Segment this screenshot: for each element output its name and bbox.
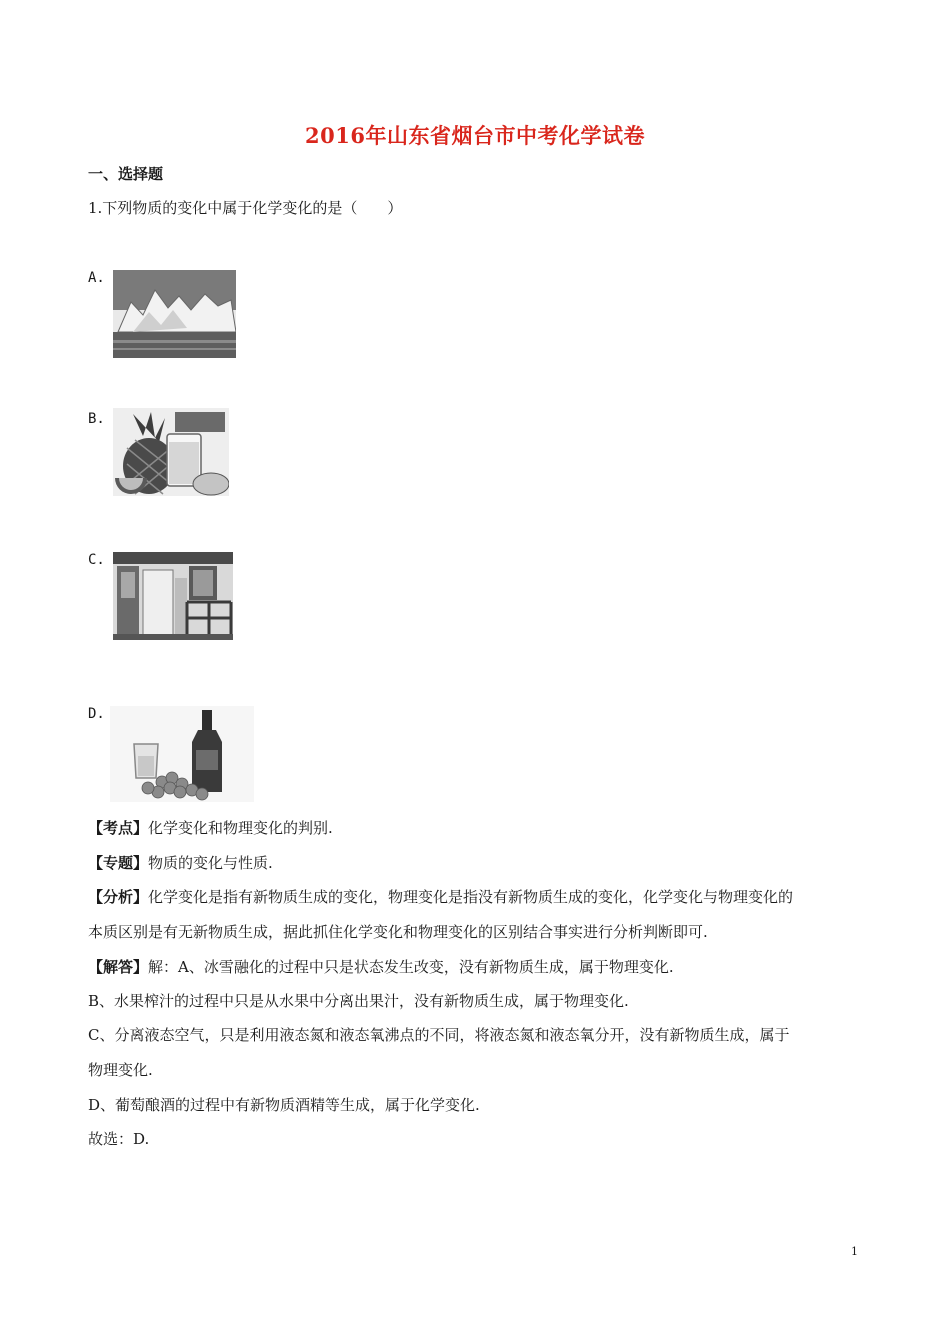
fenxi-text-1: 化学变化是指有新物质生成的变化，物理变化是指没有新物质生成的变化，化学变化与物理变化的 [148,888,794,906]
jieda-line-5: D、葡萄酿酒的过程中有新物质酒精等生成，属于化学变化. [88,1096,480,1114]
option-a-image-icebergs [113,270,236,358]
jieda-line-4: 物理变化. [88,1061,153,1079]
kaodian-tag: 【考点】 [88,819,149,837]
zhuanti-text: 物质的变化与性质. [148,854,273,872]
option-d-label: D. [88,706,105,722]
option-c-label: C. [88,552,105,568]
option-a-label: A. [88,270,105,286]
jieda-text-1: 解：A、冰雪融化的过程中只是状态发生改变，没有新物质生成，属于物理变化. [148,958,674,976]
question-text: 1.下列物质的变化中属于化学变化的是（ ） [88,199,403,217]
jieda-line-3: C、分离液态空气，只是利用液态氮和液态氧沸点的不同，将液态氮和液态氧分开，没有新物质生成，属于 [88,1026,790,1044]
option-b-image-fruit-juice [113,408,229,496]
kaodian-text: 化学变化和物理变化的判别. [148,819,333,837]
page-number: 1 [851,1245,858,1258]
jieda-line-1 [88,957,674,977]
page-title: 2016年山东省烟台市中考化学试卷 [305,123,645,148]
kaodian-line [88,818,333,838]
fenxi-line-1 [88,887,793,907]
answer-line: 故选：D. [88,1130,150,1148]
option-c-image-air-separation-plant [113,552,233,640]
fenxi-tag: 【分析】 [88,888,149,906]
jieda-tag: 【解答】 [88,958,149,976]
jieda-line-2: B、水果榨汁的过程中只是从水果中分离出果汁，没有新物质生成，属于物理变化. [88,992,629,1010]
section-heading: 一、选择题 [88,165,164,183]
option-b-label: B. [88,411,105,427]
option-d-image-grape-wine [110,706,254,802]
zhuanti-line [88,853,273,873]
zhuanti-tag: 【专题】 [88,854,149,872]
fenxi-line-2: 本质区别是有无新物质生成，据此抓住化学变化和物理变化的区别结合事实进行分析判断即可. [88,923,708,941]
